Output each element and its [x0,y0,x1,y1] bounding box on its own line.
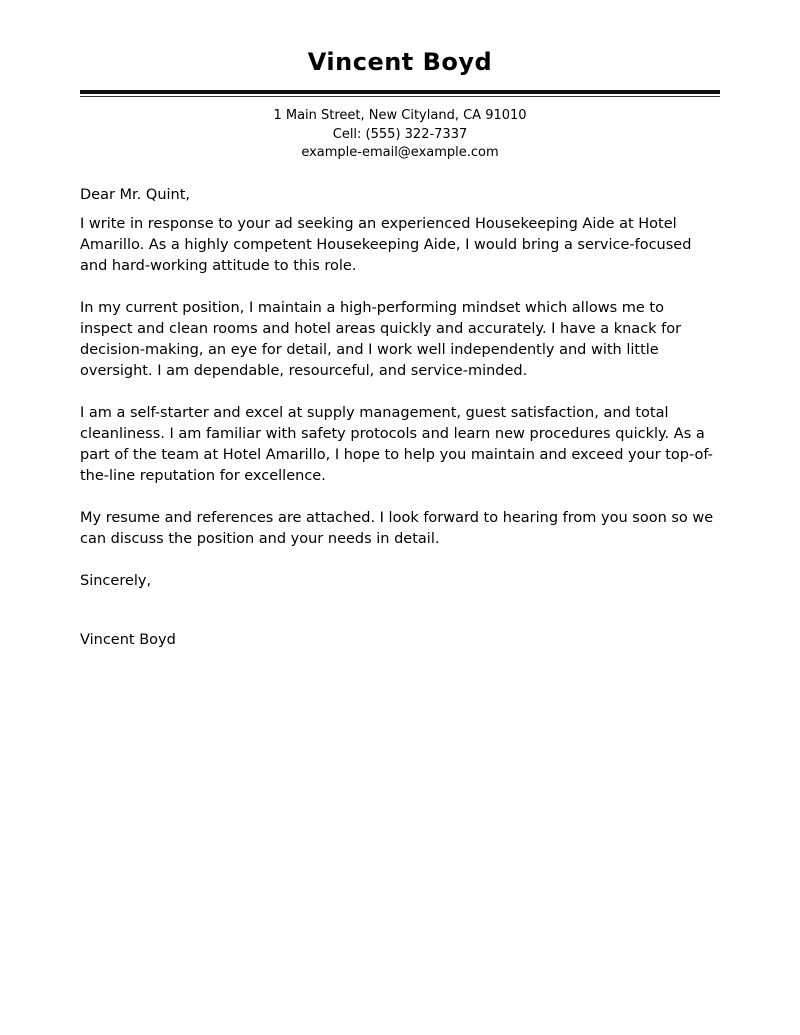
contact-phone: Cell: (555) 322-7337 [332,126,468,142]
contact-info [80,107,720,163]
letter-header [80,48,720,163]
contact-address: 1 Main Street, New Cityland, CA 91010 [273,108,527,123]
header-divider [80,90,720,97]
letter-paragraph: I write in response to your ad seeking an experienced Housekeeping Aide at Hotel Amarillo. As a highly competent Housekeeping Aide, I would bring a service-focused and hard-working attitude to this role. [80,215,692,274]
applicant-name-heading: Vincent Boyd [307,48,493,76]
closing: Sincerely, [80,572,152,589]
letter-paragraph: I am a self-starter and excel at supply management, guest satisfaction, and total cleanliness. I am familiar with safety protocols and learn new procedures quickly. As a part of the team at Hotel Amarillo, I hope to help you maintain and exceed your top-of-the-line reputation for excellence. [80,404,713,484]
header-divider-thin-line [80,96,720,97]
letter-body [80,185,720,651]
letter-paragraph: In my current position, I maintain a high-performing mindset which allows me to inspect and clean rooms and hotel areas quickly and accurately. I have a knack for decision-making, an eye for detail, and I work well independently and with little oversight. I am dependable, resourceful, and service-minded. [80,299,682,379]
header-divider-thick-line [80,90,720,94]
signature-name: Vincent Boyd [80,631,176,648]
letter-paragraph: My resume and references are attached. I look forward to hearing from you soon so we can discuss the position and your needs in detail. [80,509,714,547]
salutation: Dear Mr. Quint, [80,186,191,203]
contact-email: example-email@example.com [301,145,499,160]
